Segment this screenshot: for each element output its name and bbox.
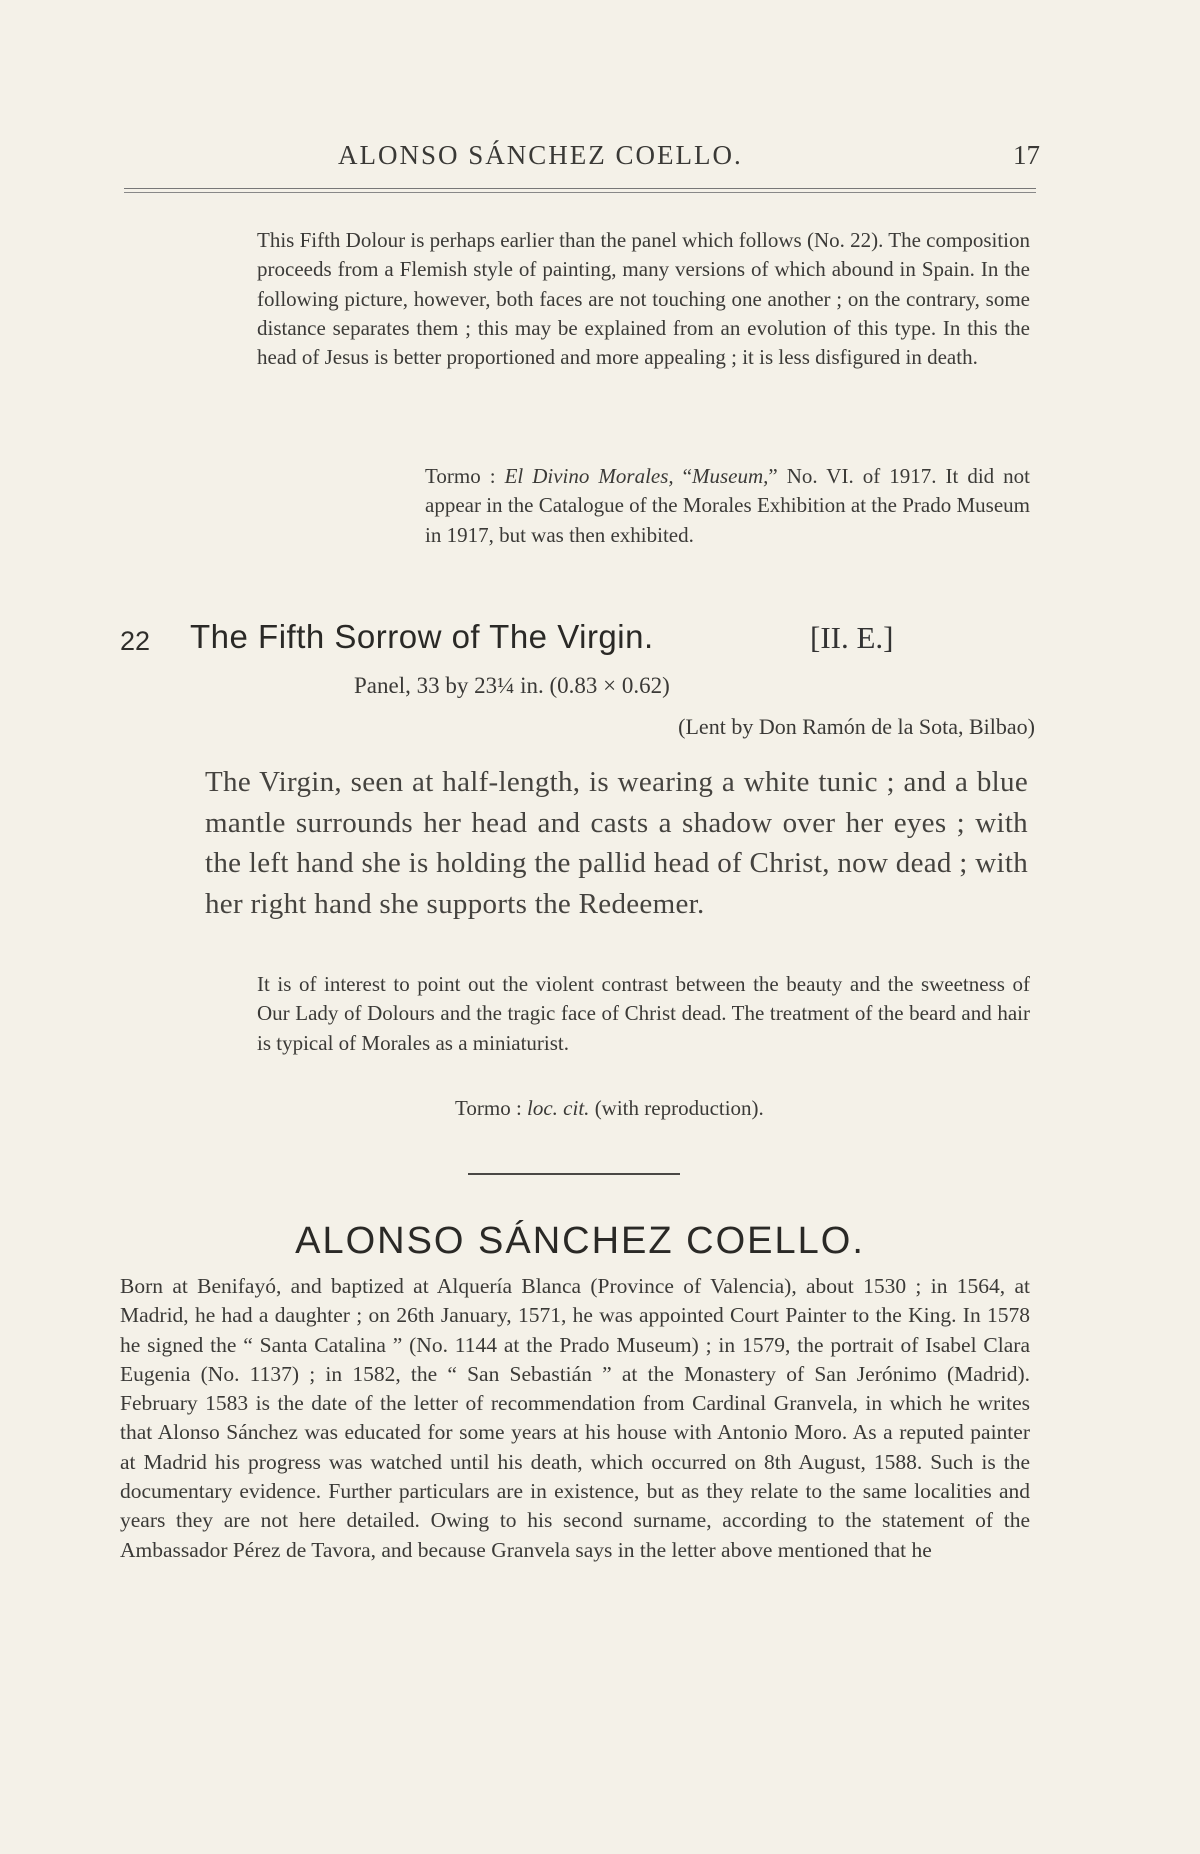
running-head: [120, 138, 1040, 178]
tormo-prefix: Tormo :: [455, 1096, 528, 1120]
tormo-suffix: (with reproduction).: [589, 1096, 764, 1120]
entry-description: The Virgin, seen at half-length, is wearing a white tunic ; and a blue mantle surrounds her head and casts a shadow over her eyes ; with the left hand she is holding the pallid head of Christ, now dead ; with her right hand she supports the Redeemer.: [205, 766, 1028, 920]
entry-lender: (Lent by Don Ramón de la Sota, Bilbao): [678, 714, 1035, 739]
entry-number: 22: [120, 626, 151, 656]
tormo-prefix: Tormo :: [425, 464, 505, 488]
tormo-reference-entry: [455, 1094, 1030, 1123]
tormo-book-title: El Divino Morales,: [504, 464, 674, 488]
entry-comment: It is of interest to point out the violent contrast between the beauty and the sweetness of Our Lady of Dolours and the tragic face of Christ dead. The treatment of the beard and hair is typical of Morales as a miniaturist.: [257, 972, 1030, 1055]
tormo-loc-cit: loc. cit.: [527, 1096, 590, 1120]
section-divider: [468, 1173, 680, 1175]
tormo-suffix: ” No. VI. of 1917. It did not appear in the Catalogue of the Morales Exhibition at the Prado Museum in 1917, but was then exhibited.: [425, 464, 1031, 547]
biography-paragraph: Born at Benifayó, and baptized at Alquería Blanca (Province of Valencia), about 1530 ; in 1564, at Madrid, he had a daughter ; on 26th January, 1571, he was appointed Court Painter to the King. In 1578 he signed the “ Santa Catalina ” (No. 1144 at the Prado Museum) ; in 1579, the portrait of Isabel Clara Eugenia (No. 1137) ; in 1582, the “ San Sebastián ” at the Monastery of San Jerónimo (Madrid). February 1583 is the date of the letter of recommendation from Cardinal Granvela, in which he writes that Alonso Sánchez was educated for some years at his house with Antonio Moro. As a reputed painter at Madrid his progress was watched until his death, which occurred on 8th August, 1588. Such is the documentary evidence. Further particulars are in existence, but as they relate to the same localities and years they are not here detailed. Owing to his second surname, according to the statement of the Ambassador Pérez de Tavora, and because Granvela says in the letter above mentioned that he: [120, 1274, 1030, 1562]
entry-medium: Panel, 33 by 23¼ in. (0.83 × 0.62): [354, 673, 670, 698]
intro-paragraph: This Fifth Dolour is perhaps earlier than the panel which follows (No. 22). The composition proceeds from a Flemish style of painting, many versions of which abound in Spain. In the following picture, however, both faces are not touching one another ; on the contrary, some distance separates them ; this may be explained from an evolution of this type. In this the head of Jesus is better proportioned and more appealing ; it is less disfigured in death.: [257, 228, 1030, 370]
section-title: ALONSO SÁNCHEZ COELLO.: [295, 1220, 865, 1262]
header-rule-secondary: [124, 192, 1036, 193]
header-rule: [124, 188, 1036, 189]
running-title: ALONSO SÁNCHEZ COELLO.: [338, 140, 743, 170]
tormo-journal: Museum,: [692, 464, 769, 488]
page-number: 17: [1013, 140, 1040, 170]
tormo-reference-intro: [425, 462, 1030, 550]
tormo-mid: “: [673, 464, 692, 488]
entry-heading: [120, 618, 1040, 668]
entry-classification: [II. E.]: [810, 620, 894, 655]
entry-title: The Fifth Sorrow of The Virgin.: [190, 618, 654, 655]
